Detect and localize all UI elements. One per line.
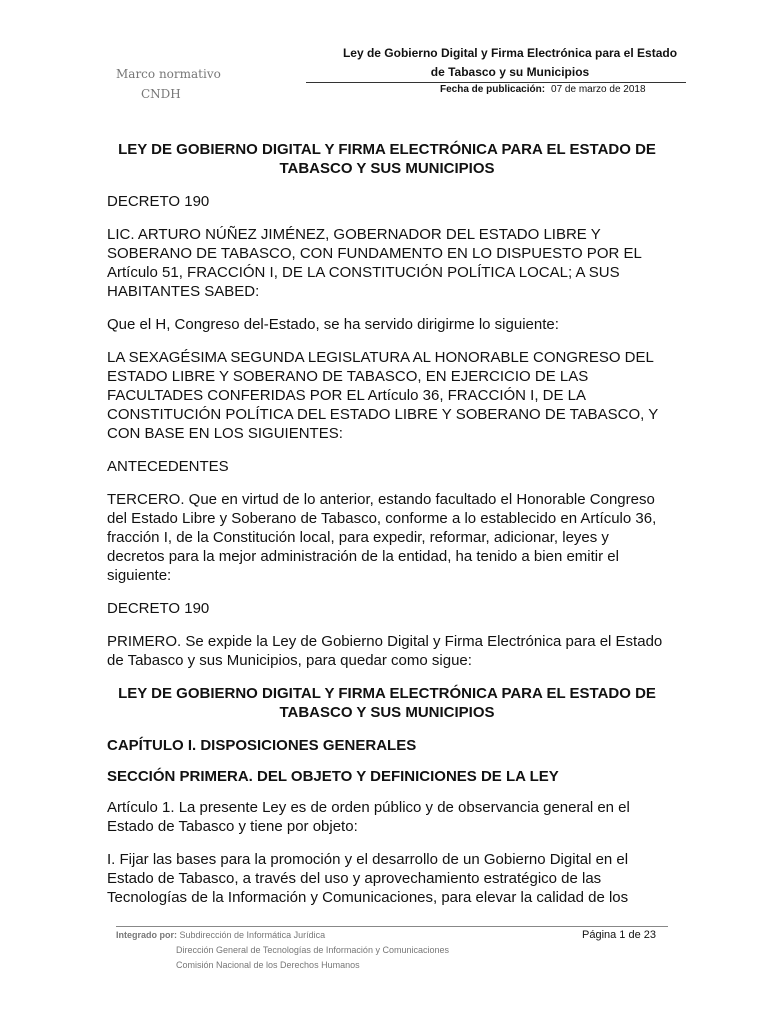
header-title <box>330 44 690 82</box>
header-left <box>116 64 221 104</box>
marco-normativo-label: Marco normativo <box>116 67 221 81</box>
paragraph: I. Fijar las bases para la promoción y el desarrollo de un Gobierno Digital en el Estado de Tabasco, a través del uso y aprovechamiento estratégico de las Tecnologías de la Información y Comunicaciones, para elevar la calidad de los <box>107 851 629 906</box>
header-divider <box>306 82 686 83</box>
section-heading: SECCIÓN PRIMERA. DEL OBJETO Y DEFINICIONES DE LA LEY <box>107 768 559 785</box>
paragraph: Artículo 1. La presente Ley es de orden público y de observancia general en el Estado de Tabasco y tiene por objeto: <box>107 799 630 835</box>
footer-divider <box>116 926 668 927</box>
paragraph: DECRETO 190 <box>107 193 210 210</box>
paragraph: DECRETO 190 <box>107 600 210 617</box>
footer-line2: Dirección General de Tecnologías de Información y Comunicaciones <box>176 945 449 955</box>
publication-date-label: Fecha de publicación: <box>440 84 546 95</box>
footer-line3: Comisión Nacional de los Derechos Humanos <box>176 960 360 970</box>
paragraph: ANTECEDENTES <box>107 458 229 475</box>
paragraph: LIC. ARTURO NÚÑEZ JIMÉNEZ, GOBERNADOR DEL ESTADO LIBRE Y SOBERANO DE TABASCO, CON FUNDAMENTO EN LO DISPUESTO POR EL Artículo 51, FRACCIÓN I, DE LA CONSTITUCIÓN POLÍTICA LOCAL; A SUS HABITANTES SABED: <box>107 226 642 300</box>
footer-label: Integrado por: <box>116 930 177 940</box>
cndh-label: CNDH <box>141 87 181 101</box>
paragraph: PRIMERO. Se expide la Ley de Gobierno Digital y Firma Electrónica para el Estado de Tabasco y sus Municipios, para quedar como sigue: <box>107 633 663 669</box>
law-title-repeat: LEY DE GOBIERNO DIGITAL Y FIRMA ELECTRÓNICA PARA EL ESTADO DE TABASCO Y SUS MUNICIPIOS <box>118 685 656 721</box>
publication-date <box>440 84 646 95</box>
header-title-line1: Ley de Gobierno Digital y Firma Electrónica para el Estado <box>342 46 678 60</box>
chapter-heading: CAPÍTULO I. DISPOSICIONES GENERALES <box>107 737 417 754</box>
page-number: Página 1 de 23 <box>582 929 657 941</box>
paragraph: TERCERO. Que en virtud de lo anterior, estando facultado el Honorable Congreso del Estado Libre y Soberano de Tabasco, conforme a lo establecido en Artículo 36, fracción I, de la Constitución local, para expedir, reformar, adicionar, leyes y decretos para la mejor administración de la entidad, ha tenido a bien emitir el siguiente: <box>107 491 657 584</box>
footer <box>116 928 449 973</box>
header-title-line2: de Tabasco y su Municipios <box>430 65 590 79</box>
footer-line1: Subdirección de Informática Jurídica <box>179 930 326 940</box>
paragraph: LA SEXAGÉSIMA SEGUNDA LEGISLATURA AL HONORABLE CONGRESO DEL ESTADO LIBRE Y SOBERANO DE TABASCO, EN EJERCICIO DE LAS FACULTADES CONFERIDAS POR EL Artículo 36, FRACCIÓN I, DE LA CONSTITUCIÓN POLÍTICA DEL ESTADO LIBRE Y SOBERANO DE TABASCO, Y CON BASE EN LOS SIGUIENTES: <box>107 349 658 442</box>
document-body <box>107 140 667 921</box>
publication-date-value: 07 de marzo de 2018 <box>551 84 646 95</box>
law-title: LEY DE GOBIERNO DIGITAL Y FIRMA ELECTRÓNICA PARA EL ESTADO DE TABASCO Y SUS MUNICIPIOS <box>118 141 656 177</box>
paragraph: Que el H, Congreso del-Estado, se ha servido dirigirme lo siguiente: <box>107 316 559 333</box>
